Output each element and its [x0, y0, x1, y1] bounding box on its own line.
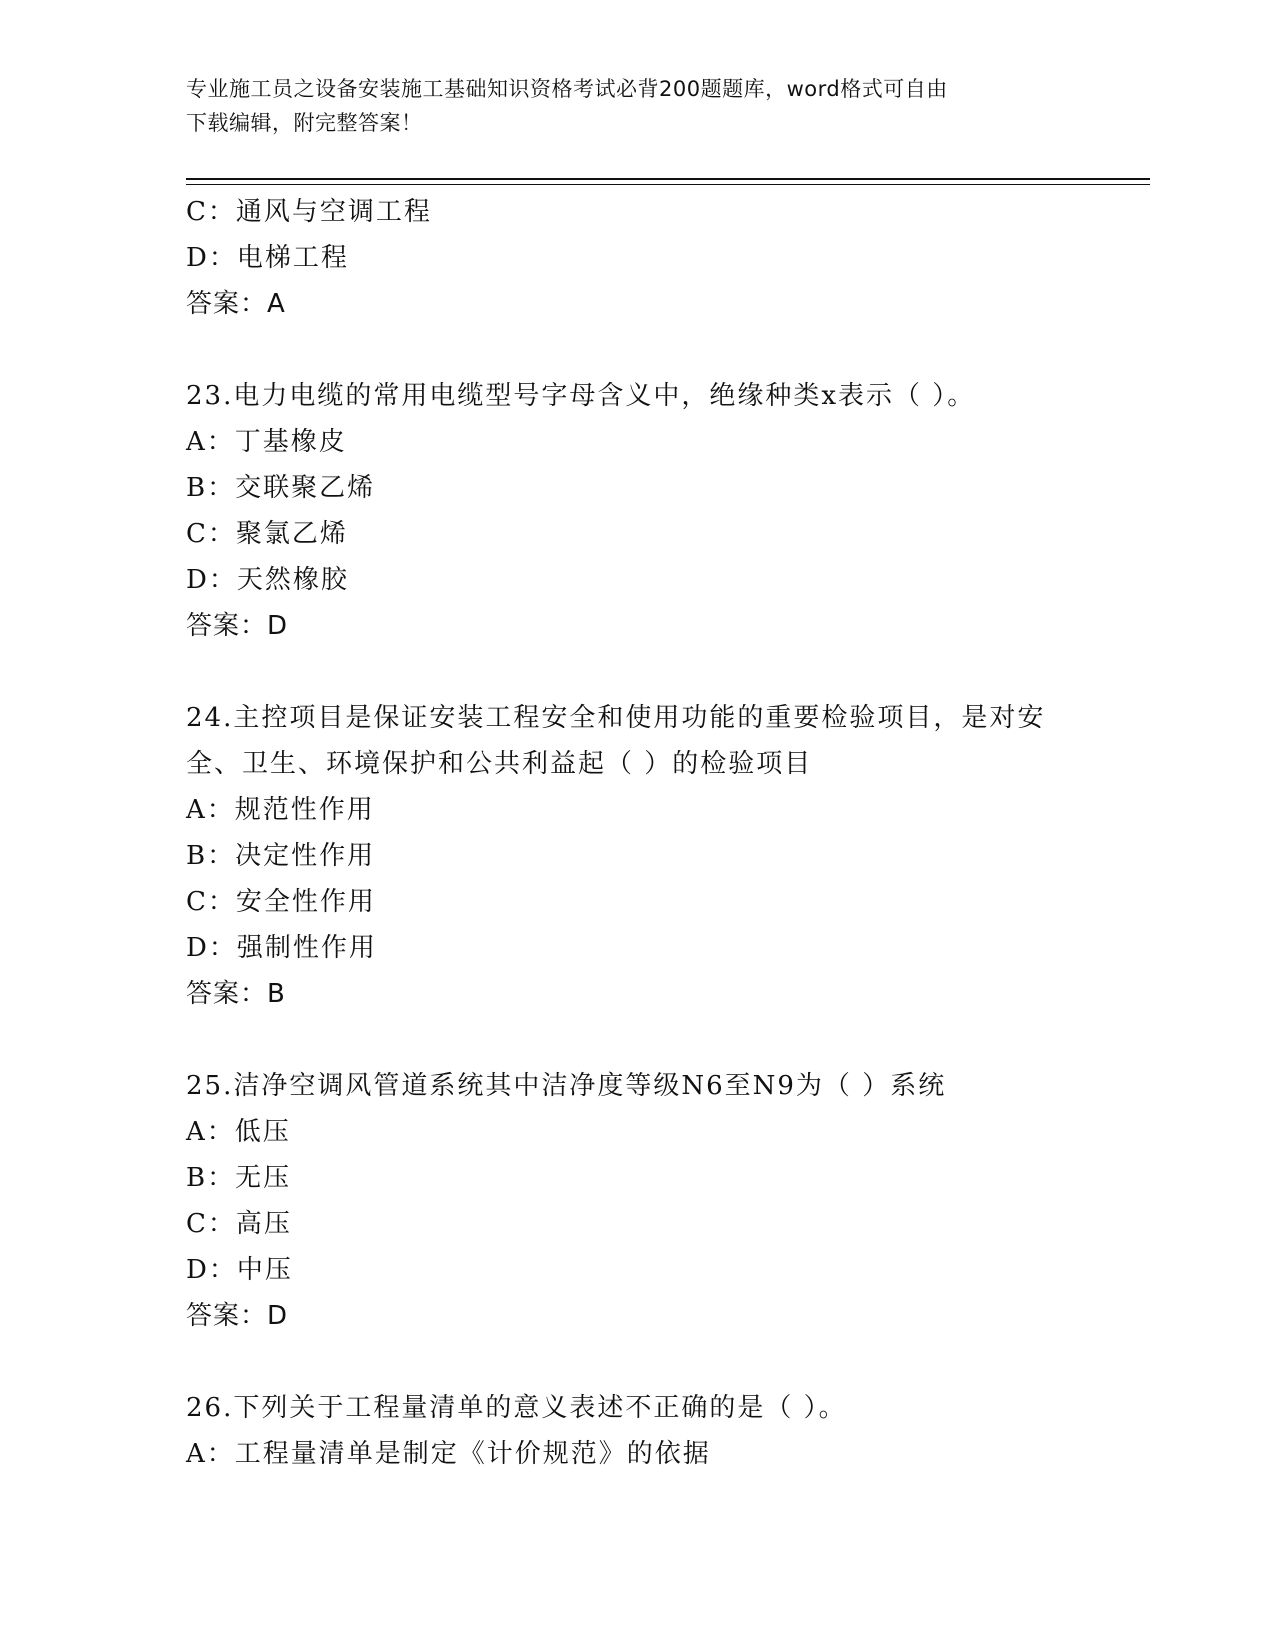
question-stem: 23.电力电缆的常用电缆型号字母含义中，绝缘种类x表示（ ）。	[186, 381, 976, 411]
answer-line: 答案：D	[186, 611, 289, 641]
spacer	[186, 327, 1086, 373]
option-c: C：高压	[186, 1209, 292, 1239]
option-b: B：交联聚乙烯	[186, 473, 376, 503]
spacer	[186, 1339, 1086, 1385]
question-list	[186, 189, 1086, 1477]
spacer	[186, 649, 1086, 695]
question-block-25	[186, 1063, 1086, 1339]
option-d: D：电梯工程	[186, 243, 349, 273]
option-d: D：强制性作用	[186, 933, 377, 963]
option-a: A：工程量清单是制定《计价规范》的依据	[186, 1439, 711, 1469]
option-a: A：规范性作用	[186, 795, 375, 825]
question-block-24	[186, 695, 1086, 1017]
option-c: C：安全性作用	[186, 887, 376, 917]
option-d: D：中压	[186, 1255, 293, 1285]
option-c: C：通风与空调工程	[186, 197, 432, 227]
document-header	[186, 72, 1086, 140]
option-a: A：低压	[186, 1117, 291, 1147]
spacer	[186, 1017, 1086, 1063]
question-stem: 24.主控项目是保证安装工程安全和使用功能的重要检验项目，是对安	[186, 703, 1046, 733]
answer-line: 答案：A	[186, 289, 286, 319]
option-b: B：无压	[186, 1163, 292, 1193]
question-stem: 26.下列关于工程量清单的意义表述不正确的是（ ）。	[186, 1393, 847, 1423]
option-a: A：丁基橡皮	[186, 427, 347, 457]
question-stem-continued: 全、卫生、环境保护和公共利益起（ ）的检验项目	[186, 749, 813, 779]
option-c: C：聚氯乙烯	[186, 519, 348, 549]
header-divider-thin	[186, 184, 1150, 185]
option-d: D：天然橡胶	[186, 565, 349, 595]
question-block-26	[186, 1385, 1086, 1477]
question-block-22	[186, 189, 1086, 327]
question-block-23	[186, 373, 1086, 649]
answer-line: 答案：B	[186, 979, 286, 1009]
header-line-2: 下载编辑，附完整答案！	[186, 111, 423, 135]
header-line-1: 专业施工员之设备安装施工基础知识资格考试必背200题题库，word格式可自由	[186, 77, 948, 101]
question-stem: 25.洁净空调风管道系统其中洁净度等级N6至N9为（ ）系统	[186, 1071, 947, 1101]
option-b: B：决定性作用	[186, 841, 376, 871]
header-divider-thick	[186, 178, 1150, 180]
answer-line: 答案：D	[186, 1301, 289, 1331]
